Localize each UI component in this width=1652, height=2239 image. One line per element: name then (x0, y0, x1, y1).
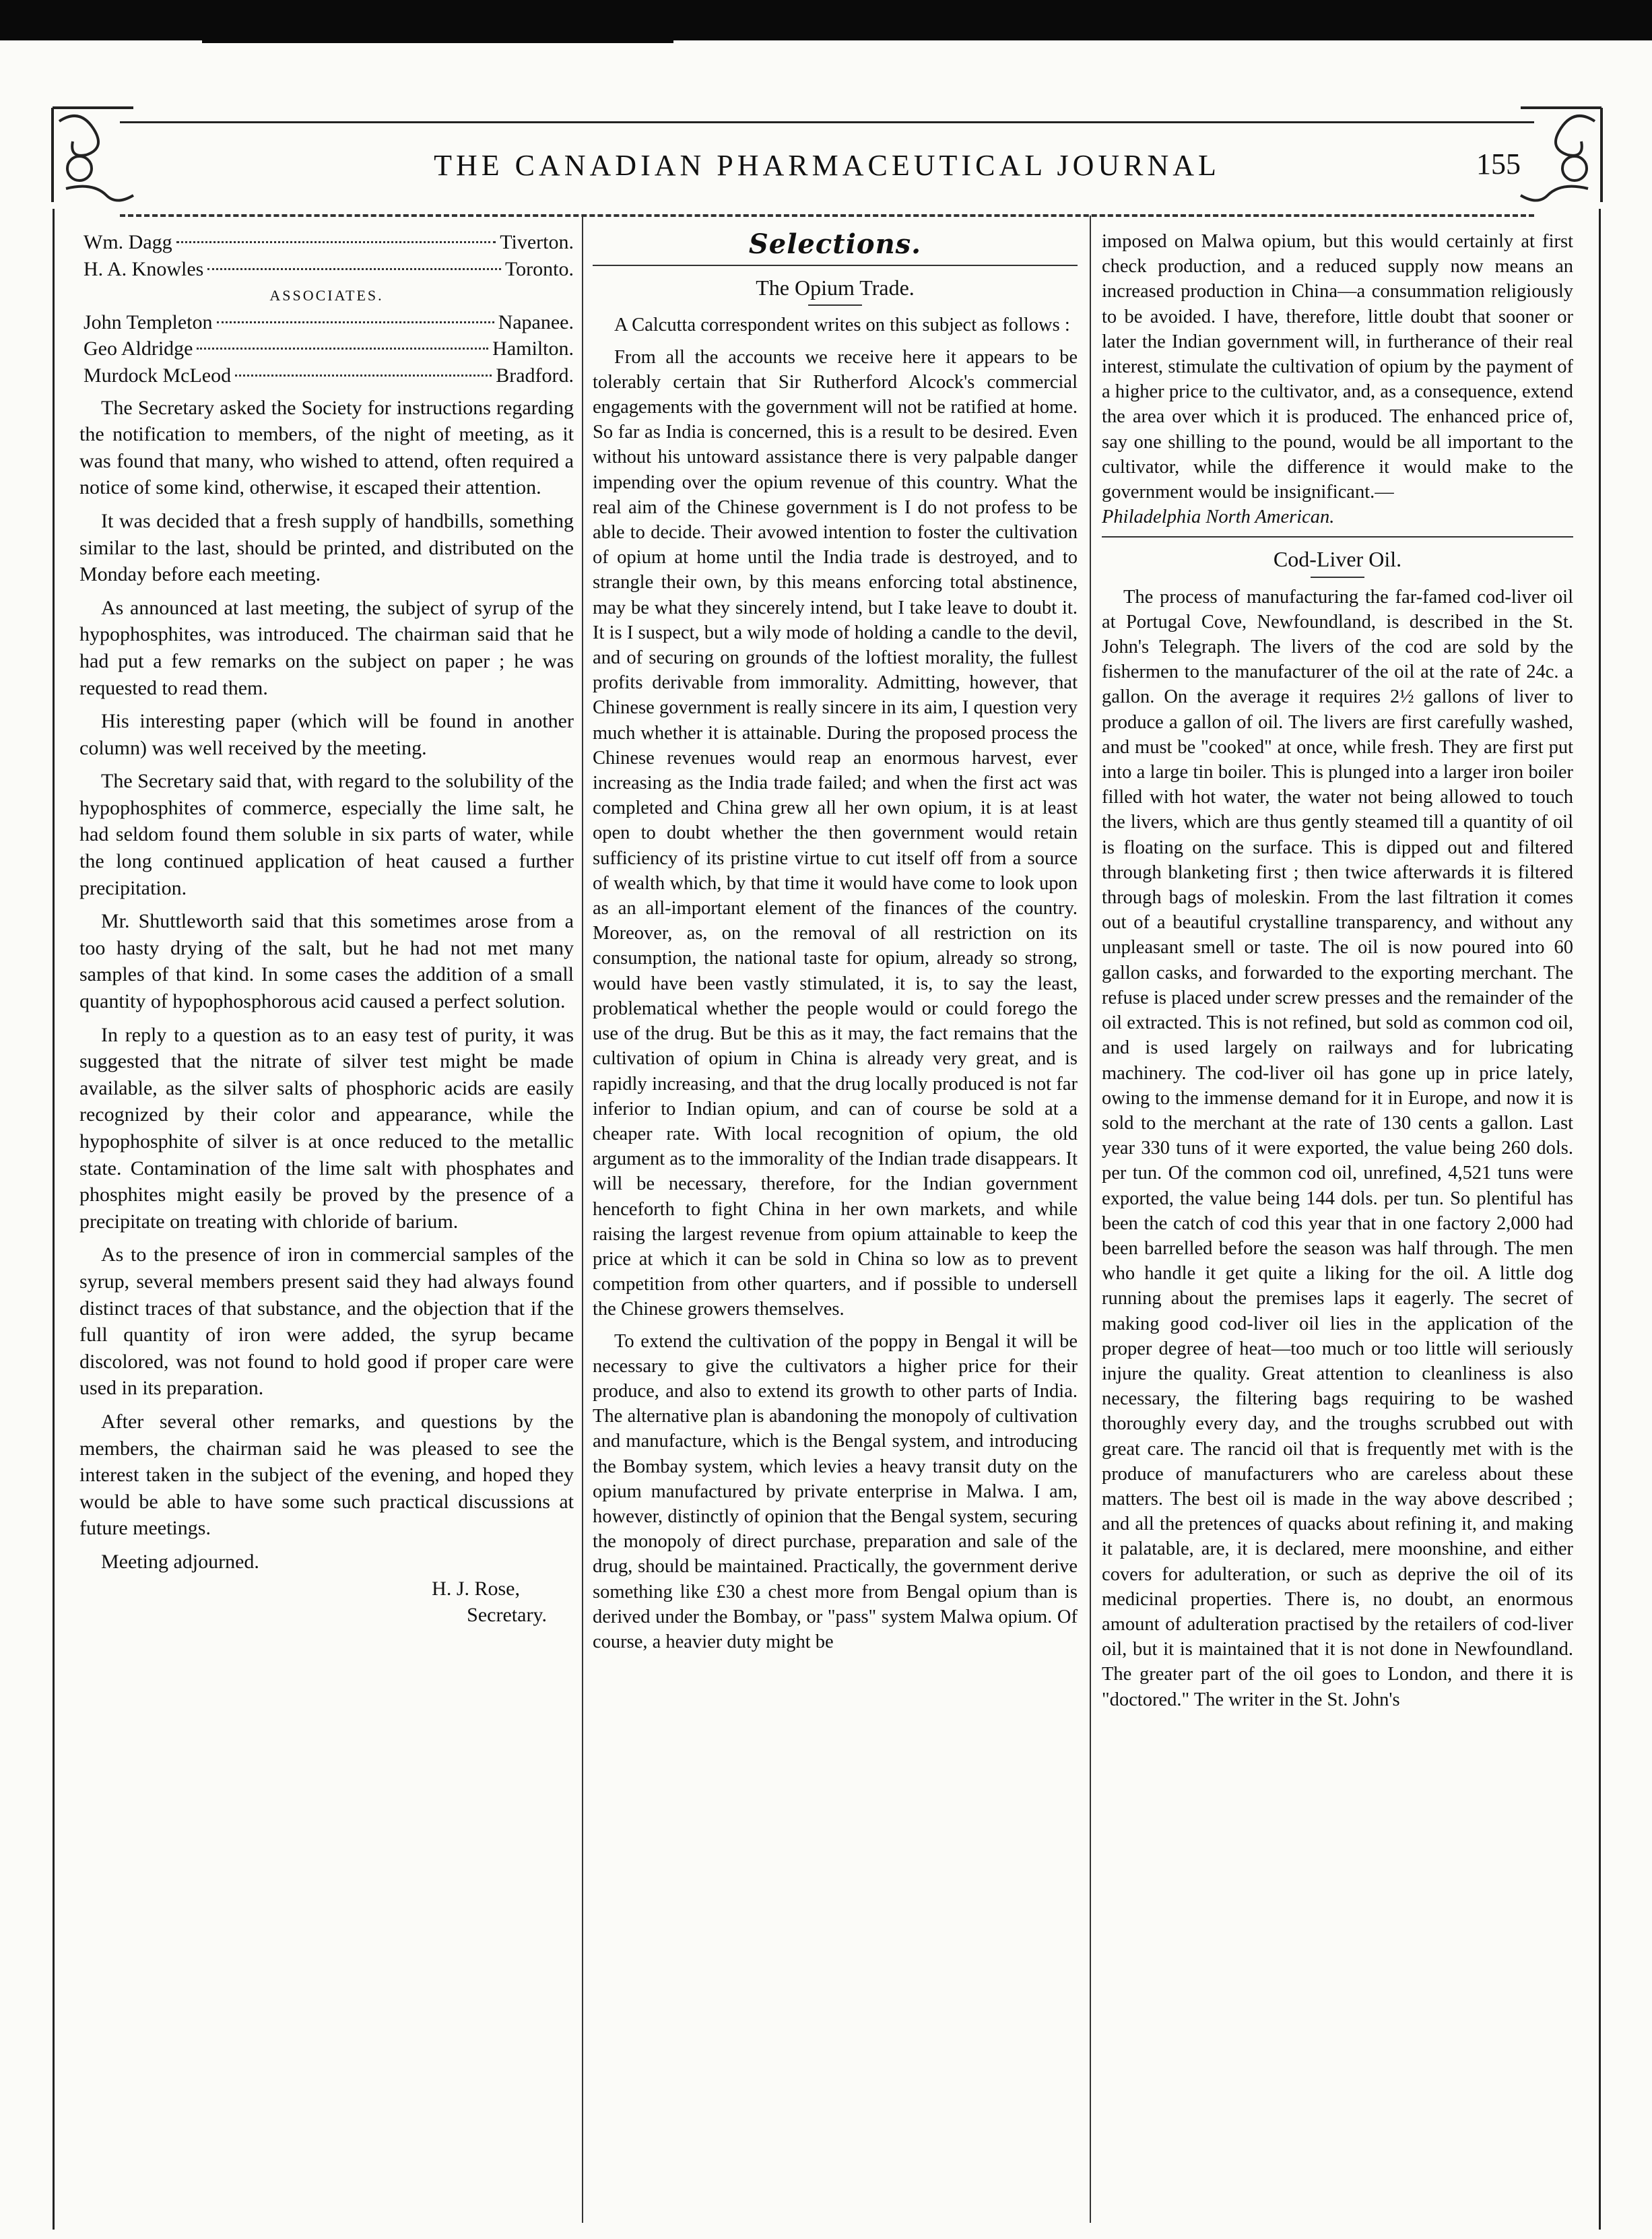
signature-title: Secretary. (467, 1604, 547, 1627)
member-place: Tiverton. (500, 231, 574, 253)
member-row (84, 229, 574, 256)
paragraph: To extend the cultivation of the poppy in Bengal it will be necessary to give the cultivators a higher price for their produce, and also to extend its growth to other parts of India. The alternative plan is abandoning the monopoly of cultivation and manufacture, which is the Bengal system, and introducing the Bombay system, which levies a heavy transit duty on the opium manufactured by private enterprise in Malwa. I am, however, distinctly of opinion that the Bengal system, securing the monopoly of direct purchase, preparation and sale of the drug, should be maintained. Practically, the government derive something like £30 a chest more from Bengal opium than is derived under the Bombay, or "pass" system Malwa opium. Of course, a heavier duty might be (593, 1330, 1078, 1652)
associate-place: Napanee. (498, 311, 574, 333)
section-heading: Selections. (748, 228, 922, 260)
associate-row (84, 335, 574, 362)
member-row (84, 256, 574, 283)
header-top-rule (120, 121, 1534, 123)
leader-dots (176, 241, 496, 243)
paragraph: Mr. Shuttleworth said that this sometimes arose from a too hasty drying of the salt, but he had not met many samples of that kind. In some cases the addition of a small quantity of hypophosphorous acid caused a perfect solution. (79, 910, 574, 1013)
leader-dots (235, 375, 492, 377)
title-rule (808, 304, 862, 306)
column-rule (582, 216, 583, 2223)
paragraph: In reply to a question as to an easy test of purity, it was suggested that the nitrate of silver test might be made available, as the silver salts of phosphoric acids are easily recognized by their color and appearance, while the hypophosphite of silver is at once reduced to the metallic state. Contamination of the lime salt with phosphates and phosphites might easily be proved by the presence of a precipitate on treating with chloride of barium. (79, 1023, 574, 1233)
frame-left-rule (53, 209, 55, 2230)
paragraph: It was decided that a fresh supply of handbills, something similar to the last, should be printed, and distributed on the Monday before each meeting. (79, 509, 574, 586)
paragraph: The Secretary said that, with regard to the solubility of the hypophosphites of commerce, especially the lime salt, he had seldom found them soluble in six parts of water, while the long continued application of heat caused a further precipitation. (79, 770, 574, 899)
column-three (1102, 229, 1573, 1719)
member-name: Wm. Dagg (84, 231, 172, 253)
associate-row (84, 362, 574, 389)
paragraph: After several other remarks, and questions by the members, the chairman said he was pleased to see the interest taken in the subject of the evening, and hoped they would be able to have some such practical discussions at future meetings. (79, 1410, 574, 1540)
journal-title: THE CANADIAN PHARMACEUTICAL JOURNAL (434, 149, 1220, 182)
page-header (39, 94, 1615, 229)
associate-name: John Templeton (84, 311, 213, 333)
closing-line: Meeting adjourned. (101, 1550, 259, 1573)
frame-right-rule (1599, 209, 1601, 2230)
paragraph: A Calcutta correspondent writes on this subject as follows : (614, 315, 1070, 336)
associate-row (84, 309, 574, 336)
paragraph: His interesting paper (which will be found in another column) was well received by the meeting. (79, 710, 574, 759)
member-name: H. A. Knowles (84, 257, 204, 280)
column-two (593, 229, 1078, 1661)
section-rule (593, 265, 1078, 266)
top-bar-edge (202, 20, 673, 43)
leader-dots (197, 348, 488, 350)
signature-name: H. J. Rose, (432, 1577, 520, 1600)
paragraph: The Secretary asked the Society for instructions regarding the notification to members, of the night of meeting, as it was found that many, who wished to attend, often required a notice of some kind, otherwise, it escaped their attention. (79, 396, 574, 499)
article-title: Cod-Liver Oil. (1273, 547, 1402, 572)
source-citation: Philadelphia North American. (1102, 507, 1335, 528)
title-rule (1311, 577, 1364, 578)
column-one (79, 229, 574, 1629)
column-rule (1090, 216, 1091, 2223)
leader-dots (217, 321, 494, 323)
article-title: The Opium Trade. (756, 275, 915, 300)
associates-heading: ASSOCIATES. (269, 287, 384, 304)
top-bar-edge (1010, 13, 1414, 36)
leader-dots (207, 268, 501, 270)
article-rule (1102, 536, 1573, 538)
paragraph-continuation: imposed on Malwa opium, but this would certainly at first check production, and a reduced supply now means an increased production in China—a consummation religiously to be avoided. I have, therefore, little doubt that sooner or later the Indian government will, in furtherance of their real interest, stimulate the cultivation of opium by the payment of a higher price to the cultivator, and, as a consequence, extend the area over which it is produced. The enhanced price of, say one shilling to the pound, would be all important to the cultivator, while the difference it would make to the government would be insignificant.— (1102, 231, 1573, 503)
corner-ornament-left-icon (39, 94, 147, 216)
paragraph: From all the accounts we receive here it appears to be tolerably certain that Sir Rutherford Alcock's commercial engagements with the government will not be ratified at home. So far as India is concerned, this is a result to be desired. Even without his untoward assistance there is very palpable danger impending over the opium revenue of this country. What the real aim of the Chinese government is I do not profess to be able to decide. Their avowed intention to foster the cultivation of opium at home until the India trade is destroyed, and to strangle their own, by this means enforcing total abstinence, may be what they sincerely intend, but I take leave to doubt it. It is I suspect, but a wily mode of holding a candle to the devil, and of securing on grounds of the loftiest morality, the fullest profits derivable from immorality. Admitting, however, that Chinese government is really sincere in its aim, I question very much whether it is attainable. During the proposed process the Chinese revenues would reap an enormous harvest, ever increasing as the India trade failed; and when the first act was completed and China grew all her own opium, it is at least open to doubt whether the then government would retain sufficiency of its pristine virtue to cut itself off from a source of wealth which, by that time it would have come to look upon as an all-important element of the finances of the country. Moreover, as, on the removal of all restriction on its consumption, the national taste for opium, already so strong, would have been vastly stimulated, it is, to say the least, problematical whether the people would or could forego the use of the drug. But be this as it may, the fact remains that the cultivation of opium in China is already very great, and is rapidly increasing, and that the drug locally produced is not far inferior to Indian opium, and can of course be sold at a cheaper rate. With local recognition of opium, the old argument as to the immorality of the Indian trade disappears. It will be necessary, therefore, for the Indian government henceforth to fight China in her own markets, and while raising the largest revenue from opium attainable to keep the price at which it can be sold in China so low as to prevent competition from other quarters, and if possible to undersell the Chinese growers themselves. (593, 346, 1078, 1320)
top-black-bar (0, 0, 1652, 40)
associate-place: Bradford. (496, 364, 574, 387)
associate-place: Hamilton. (492, 337, 574, 360)
paragraph: As to the presence of iron in commercial samples of the syrup, several members present said they had always found distinct traces of that substance, and the objection that if the full quantity of iron were added, the syrup became discolored, was not found to hold good if proper care were used in its preparation. (79, 1243, 574, 1400)
paragraph: The process of manufacturing the far-famed cod-liver oil at Portugal Cove, Newfoundland, is described in the St. John's Telegraph. The livers of the cod are sold by the fishermen to the manufacturer of the oil at the rate of 24c. a gallon. On the average it requires 2½ gallons of liver to produce a gallon of oil. The livers are first carefully washed, and must be "cooked" at once, while fresh. They are first put into a large tin boiler. This is plunged into a larger iron boiler filled with hot water, the water not being allowed to touch the livers, which are thus gently steamed till a quantity of oil is floating on the surface. This is dipped out and filtered through blanketing first ; then twice afterwards it is filtered through bags of moleskin. From the last filtration it comes out of a beautiful crystalline transparency, and without any unpleasant smell or taste. The oil is now poured into 60 gallon casks, and forwarded to the exporting merchant. The refuse is placed under screw presses and the remainder of the oil extracted. This is not refined, but sold as common cod oil, and is used largely on railways and for lubricating machinery. The cod-liver oil has gone up in price lately, owing to the immense demand for it in Europe, and now it is sold to the merchant at the rate of 130 cents a gallon. Last year 330 tuns of it were exported, the value being 260 dols. per tun. Of the common cod oil, unrefined, 4,521 tuns were exported, the value being 144 dols. per tun. So plentiful has been the catch of cod this year that in one factory 2,000 had been barrelled before the season was half through. The men who handle it get quite a liking for the oil. A little dog running about the premises laps it eagerly. The secret of making good cod-liver oil lies in the application of the proper degree of heat—too much or too little will seriously injure the quality. Great attention to cleanliness is also necessary, the filtering bags requiring to be washed thoroughly every day, and the troughs scrubbed out with great care. The rancid oil that is frequently met with is the produce of manufacturers who are careless about these matters. The best oil is made in the way above described ; and all the pretences of quacks about refining it, and making it palatable, are, it is declared, mere moonshine, and either covers for adulteration, or such as deprive the oil of its medicinal properties. There is, no doubt, an enormous amount of adulteration practised by the retailers of cod-liver oil, but it is maintained that it is not done in Newfoundland. The greater part of the oil goes to London, and there it is "doctored." The writer in the St. John's (1102, 586, 1573, 1710)
member-place: Toronto. (504, 257, 574, 280)
header-bottom-rule (120, 214, 1534, 217)
corner-ornament-right-icon (1507, 94, 1615, 216)
associate-name: Geo Aldridge (84, 337, 193, 360)
page-number: 155 (1476, 148, 1521, 181)
associate-name: Murdock McLeod (84, 364, 232, 387)
paragraph: As announced at last meeting, the subject of syrup of the hypophosphites, was introduced. The chairman said that he had put a few remarks on the subject on paper ; he was requested to read them. (79, 596, 574, 699)
